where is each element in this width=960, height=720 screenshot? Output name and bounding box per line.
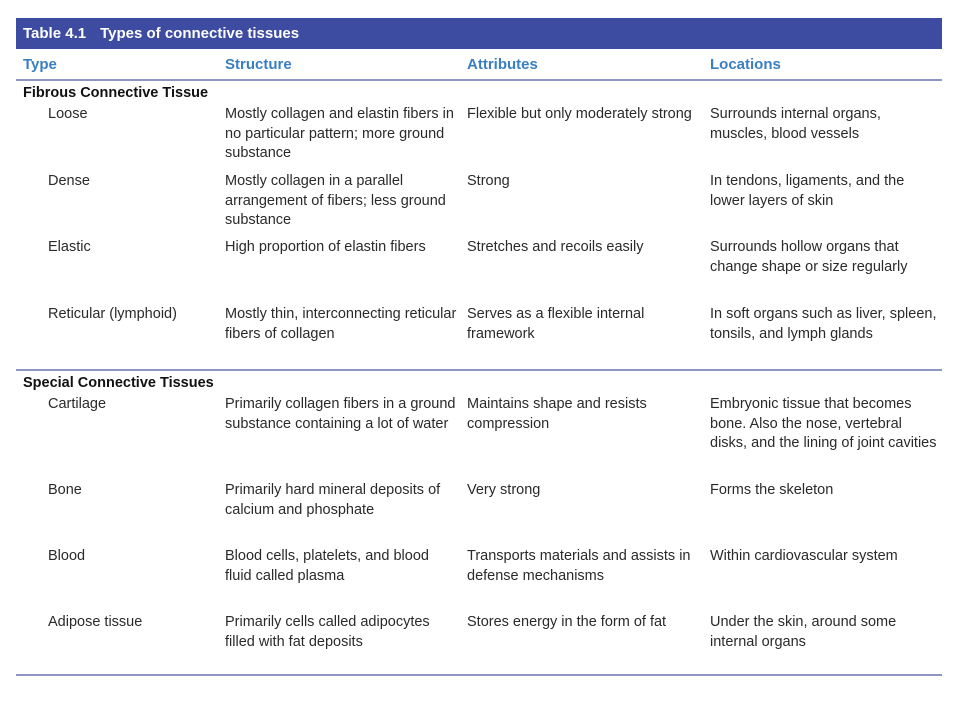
cell-locations: Under the skin, around some internal organs xyxy=(710,614,897,650)
table-header-row xyxy=(16,49,942,81)
section-heading: Fibrous Connective Tissue xyxy=(23,85,209,101)
cell-structure: Primarily collagen fibers in a ground substance containing a lot of water xyxy=(225,396,456,432)
column-header-locations: Locations xyxy=(710,56,781,73)
cell-locations: In soft organs such as liver, spleen, tonsils, and lymph glands xyxy=(710,306,937,342)
cell-type: Dense xyxy=(48,173,90,189)
section-heading: Special Connective Tissues xyxy=(23,375,214,391)
cell-structure: Mostly collagen in a parallel arrangement of fibers; less ground substance xyxy=(225,173,446,228)
cell-attributes: Stores energy in the form of fat xyxy=(467,614,667,630)
cell-attributes: Stretches and recoils easily xyxy=(467,239,644,255)
cell-attributes: Serves as a flexible internal framework xyxy=(467,306,645,342)
column-header-structure: Structure xyxy=(225,56,292,73)
cell-attributes: Transports materials and assists in defense mechanisms xyxy=(467,548,691,584)
cell-attributes: Strong xyxy=(467,173,510,189)
cell-structure: Mostly collagen and elastin fibers in no particular pattern; more ground substance xyxy=(225,106,454,161)
cell-type: Elastic xyxy=(48,239,91,255)
table-bottom-rule xyxy=(16,674,942,676)
column-header-attributes: Attributes xyxy=(467,56,538,73)
cell-locations: In tendons, ligaments, and the lower layers of skin xyxy=(710,173,905,209)
table-row xyxy=(16,613,942,674)
connective-tissue-table xyxy=(16,18,942,676)
cell-structure: Primarily hard mineral deposits of calcium and phosphate xyxy=(225,482,441,518)
table-row xyxy=(16,238,942,305)
cell-structure: Primarily cells called adipocytes filled with fat deposits xyxy=(225,614,430,650)
table-title-bar xyxy=(16,18,942,49)
cell-structure: High proportion of elastin fibers xyxy=(225,239,426,255)
cell-type: Cartilage xyxy=(48,396,107,412)
cell-locations: Surrounds internal organs, muscles, blood vessels xyxy=(710,106,881,142)
cell-locations: Forms the skeleton xyxy=(710,482,834,498)
table-row xyxy=(16,481,942,547)
cell-structure: Blood cells, platelets, and blood fluid called plasma xyxy=(225,548,429,584)
cell-locations: Embryonic tissue that becomes bone. Also the nose, vertebral disks, and the lining of joint cavities xyxy=(710,396,937,451)
cell-type: Loose xyxy=(48,106,88,122)
table-row xyxy=(16,105,942,172)
cell-attributes: Maintains shape and resists compression xyxy=(467,396,647,432)
cell-type: Reticular (lymphoid) xyxy=(48,306,177,322)
column-header-type: Type xyxy=(23,56,57,73)
cell-type: Blood xyxy=(48,548,86,564)
cell-attributes: Flexible but only moderately strong xyxy=(467,106,692,122)
cell-locations: Surrounds hollow organs that change shape or size regularly xyxy=(710,239,908,275)
cell-structure: Mostly thin, interconnecting reticular fibers of collagen xyxy=(225,306,457,342)
table-title: Types of connective tissues xyxy=(100,25,300,42)
table-row xyxy=(16,395,942,481)
table-row xyxy=(16,547,942,613)
cell-locations: Within cardiovascular system xyxy=(710,548,898,564)
table-row xyxy=(16,305,942,369)
table-row xyxy=(16,172,942,238)
cell-type: Bone xyxy=(48,482,82,498)
cell-type: Adipose tissue xyxy=(48,614,143,630)
table-number: Table 4.1 xyxy=(23,25,87,42)
cell-attributes: Very strong xyxy=(467,482,541,498)
